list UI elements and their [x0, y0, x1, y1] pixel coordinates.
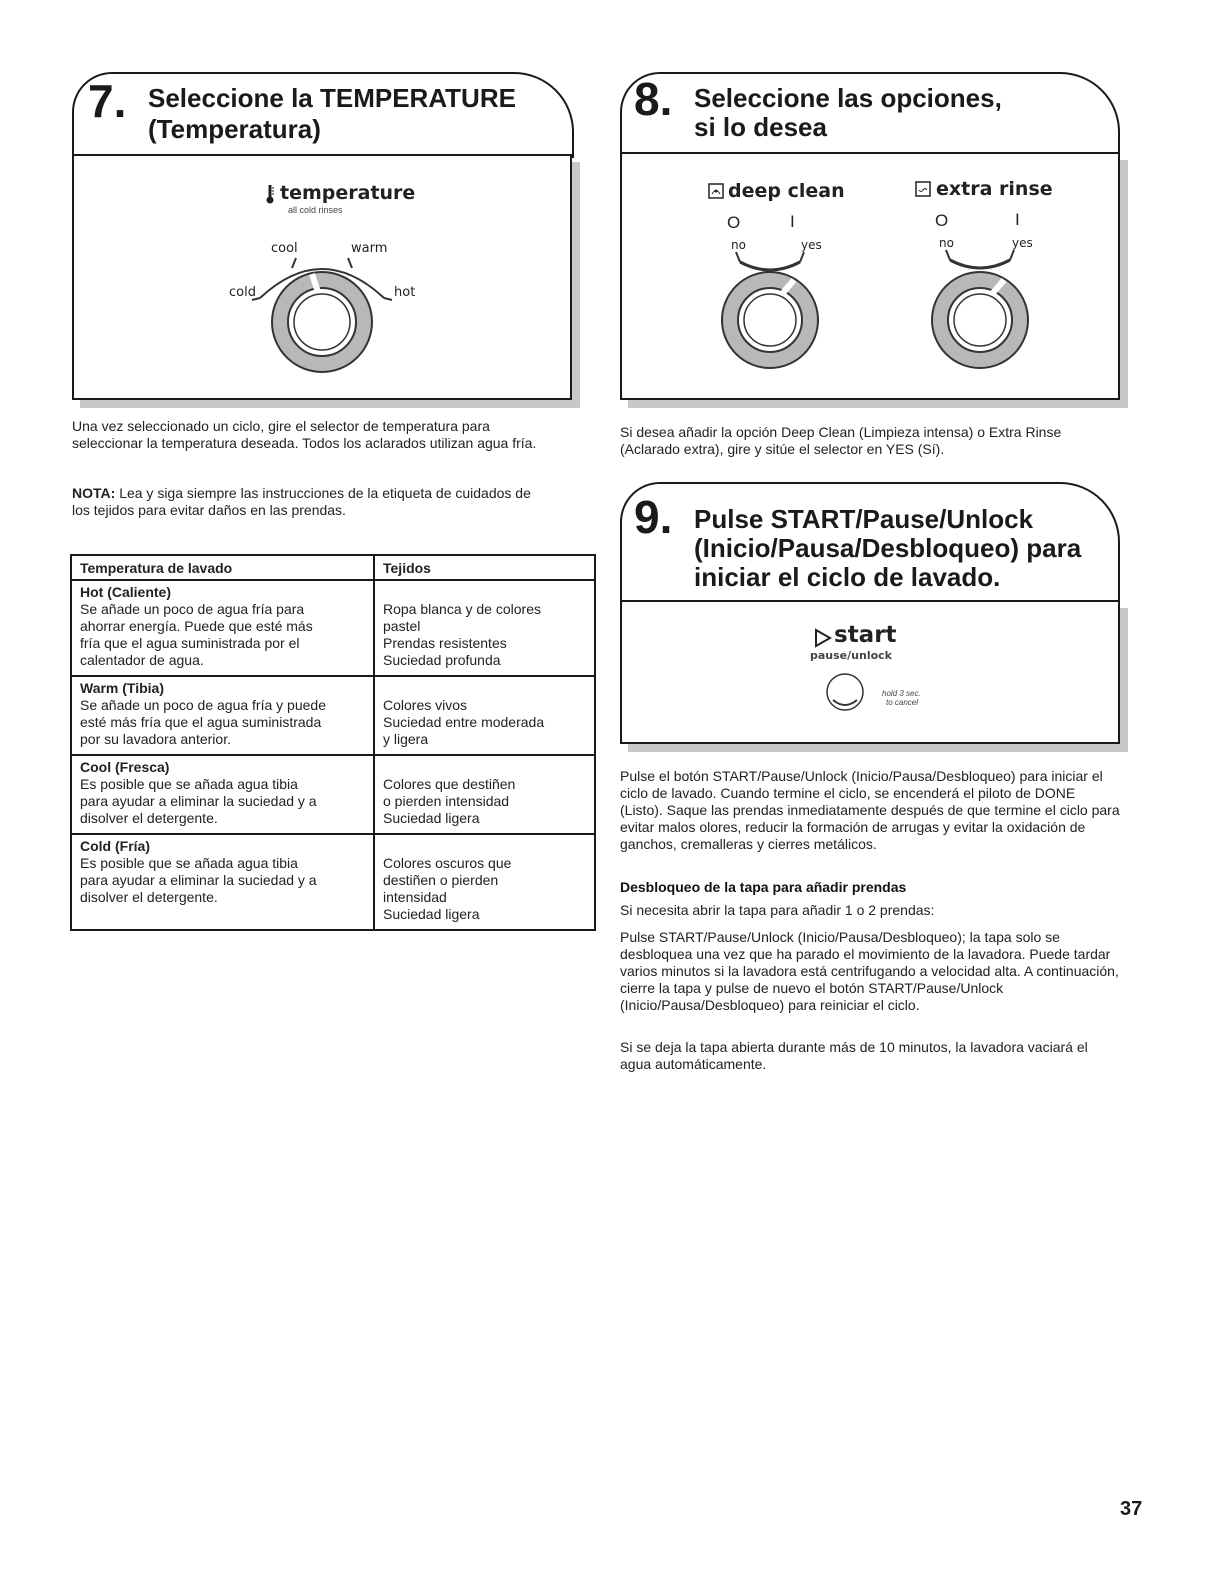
- step8-title-line1: Seleccione las opciones,: [694, 83, 1002, 113]
- step9-title-line3: iniciar el ciclo de lavado.: [694, 562, 1001, 592]
- step7-title-line2: (Temperatura): [148, 114, 321, 144]
- step9-paragraph1: Pulse el botón START/Pause/Unlock (Inicio/Pausa/Desbloqueo) para iniciar el ciclo de lavado. Cuando termine el ciclo, se encenderá el piloto de DONE (Listo). Saque las prendas inmediatamente después de que termine el ciclo para evitar malos olores, reducir la formación de arrugas y evitar la oxidación de ganchos, cremalleras y cierres metálicos.: [620, 768, 1120, 852]
- row-title: Cold (Fría): [80, 838, 150, 854]
- step7-title-line1: Seleccione la TEMPERATURE: [148, 83, 516, 113]
- note-text: Lea y siga siempre las instrucciones de la etiqueta de cuidados de los tejidos para evitar daños en las prendas.: [72, 485, 531, 518]
- step9-subheading: Desbloqueo de la tapa para añadir prendas: [620, 879, 907, 895]
- table-row: [71, 676, 595, 755]
- row-desc-line: por su lavadora anterior.: [80, 731, 231, 747]
- row-desc-line: esté más fría que el agua suministrada: [80, 714, 322, 730]
- row-fabric-line: y ligera: [383, 731, 429, 747]
- temperature-table: [70, 554, 596, 931]
- extra-rinse-title: extra rinse: [936, 178, 1053, 200]
- step7-number: 7.: [88, 75, 127, 127]
- temp-label-hot: hot: [394, 285, 416, 300]
- row-title: Warm (Tibia): [80, 680, 165, 696]
- row-desc-line: ahorrar energía. Puede que esté más: [80, 618, 313, 634]
- step9-number: 9.: [634, 491, 673, 543]
- row-desc-line: fría que el agua suministrada por el: [80, 635, 300, 651]
- temperature-dial-knob[interactable]: [248, 250, 396, 376]
- step8-number: 8.: [634, 73, 673, 125]
- row-desc-line: Se añade un poco de agua fría para: [80, 601, 305, 617]
- row-desc-line: calentador de agua.: [80, 652, 204, 668]
- page-number: 37: [1120, 1498, 1143, 1520]
- step9-title-line2: (Inicio/Pausa/Desbloqueo) para: [694, 533, 1082, 563]
- row-desc-line: Se añade un poco de agua fría y puede: [80, 697, 326, 713]
- temp-label-cool: cool: [271, 241, 298, 256]
- extra-rinse-dial-knob[interactable]: [930, 248, 1030, 372]
- deep-clean-no: no: [731, 238, 746, 252]
- extra-rinse-off-symbol: O: [935, 211, 949, 230]
- row-fabric-line: Suciedad profunda: [383, 652, 501, 668]
- row-desc-line: disolver el detergente.: [80, 889, 218, 905]
- deep-clean-on-symbol: I: [790, 212, 795, 231]
- temperature-dial-title: temperature: [280, 182, 416, 204]
- row-fabric-line: Suciedad entre moderada: [383, 714, 545, 730]
- row-desc-line: para ayudar a eliminar la suciedad y a: [80, 793, 317, 809]
- extra-rinse-yes: yes: [1012, 236, 1033, 250]
- row-fabric-line: Ropa blanca y de colores: [383, 601, 541, 617]
- start-button-subtitle: pause/unlock: [810, 649, 892, 662]
- table-header-temperature: Temperatura de lavado: [71, 555, 374, 580]
- step8-paragraph: Si desea añadir la opción Deep Clean (Limpieza intensa) o Extra Rinse (Aclarado extra), gire y sitúe el selector en YES (Sí).: [620, 424, 1062, 457]
- row-title: Hot (Caliente): [80, 584, 171, 600]
- start-hint-line2: to cancel: [886, 698, 919, 707]
- table-row: [71, 755, 595, 834]
- extra-rinse-icon: [915, 181, 931, 202]
- row-fabric-line: Colores que destiñen: [383, 776, 516, 792]
- step9-title-line1: Pulse START/Pause/Unlock: [694, 504, 1034, 534]
- row-desc-line: Es posible que se añada agua tibia: [80, 855, 298, 871]
- extra-rinse-on-symbol: I: [1015, 210, 1020, 229]
- thermometer-icon: [265, 184, 275, 209]
- deep-clean-yes: yes: [801, 238, 822, 252]
- note-label: NOTA:: [72, 485, 116, 501]
- row-fabric-line: Colores oscuros que: [383, 855, 512, 871]
- deep-clean-off-symbol: O: [727, 213, 741, 232]
- table-row: [71, 834, 595, 930]
- temp-label-cold: cold: [229, 285, 256, 300]
- row-desc-line: para ayudar a eliminar la suciedad y a: [80, 872, 317, 888]
- step9-paragraph2: Si necesita abrir la tapa para añadir 1 o 2 prendas:: [620, 902, 935, 918]
- row-fabric-line: Colores vivos: [383, 697, 468, 713]
- step9-paragraph3: Pulse START/Pause/Unlock (Inicio/Pausa/Desbloqueo); la tapa solo se desbloquea una vez que ha parado el movimiento de la lavadora. Puede tardar varios minutos si la lavadora está centrifugando a velocidad alta. A continuación, cierre la tapa y pulse de nuevo el botón START/Pause/Unlock (Inicio/Pausa/Desbloqueo) para reiniciar el ciclo.: [620, 929, 1119, 1013]
- start-button[interactable]: [825, 672, 865, 712]
- temp-label-warm: warm: [351, 241, 388, 256]
- row-desc-line: disolver el detergente.: [80, 810, 218, 826]
- table-header-fabrics: Tejidos: [374, 555, 595, 580]
- step7-note: [72, 485, 542, 519]
- row-fabric-line: o pierden intensidad: [383, 793, 510, 809]
- row-fabric-line: Suciedad ligera: [383, 906, 480, 922]
- row-fabric-line: intensidad: [383, 889, 447, 905]
- table-row: [71, 580, 595, 676]
- step9-paragraph4: Si se deja la tapa abierta durante más de 10 minutos, la lavadora vaciará el agua automáticamente.: [620, 1039, 1088, 1072]
- row-fabric-line: pastel: [383, 618, 421, 634]
- deep-clean-icon: [708, 183, 724, 204]
- row-fabric-line: destiñen o pierden: [383, 872, 499, 888]
- table-header-row: [71, 555, 595, 580]
- deep-clean-dial-knob[interactable]: [720, 248, 820, 372]
- deep-clean-title: deep clean: [728, 180, 845, 202]
- step8-title-line2: si lo desea: [694, 112, 827, 142]
- temperature-dial-subtitle: all cold rinses: [288, 205, 343, 215]
- start-button-title: start: [834, 622, 897, 648]
- row-fabric-line: Prendas resistentes: [383, 635, 507, 651]
- row-fabric-line: Suciedad ligera: [383, 810, 480, 826]
- row-title: Cool (Fresca): [80, 759, 170, 775]
- row-desc-line: Es posible que se añada agua tibia: [80, 776, 298, 792]
- extra-rinse-no: no: [939, 236, 954, 250]
- start-hint-line1: hold 3 sec.: [882, 689, 921, 698]
- step7-paragraph: Una vez seleccionado un ciclo, gire el selector de temperatura para seleccionar la temperatura deseada. Todos los aclarados utilizan agua fría.: [72, 418, 537, 451]
